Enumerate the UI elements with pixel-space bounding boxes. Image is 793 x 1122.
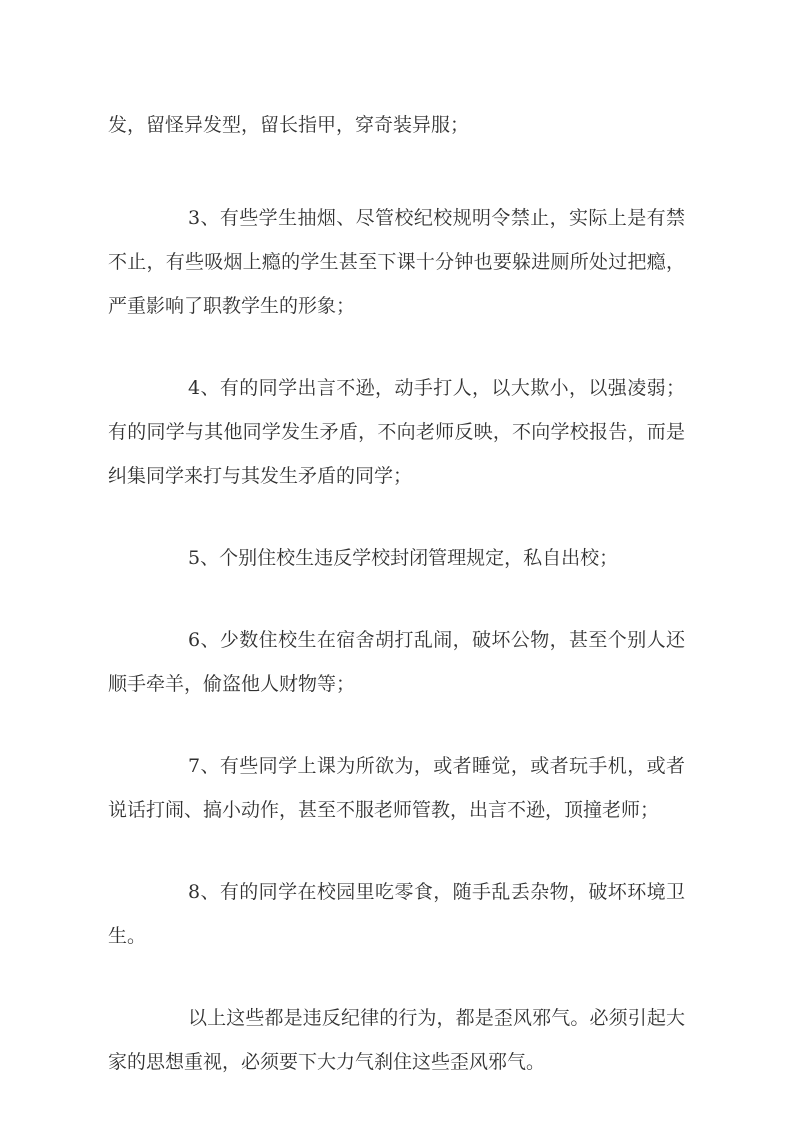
- paragraph-item-7: 7、有些同学上课为所欲为，或者睡觉，或者玩手机，或者说话打闹、搞小动作，甚至不服老师管教，出言不逊，顶撞老师；: [108, 755, 685, 821]
- paragraph-item-4: 4、有的同学出言不逊，动手打人，以大欺小，以强凌弱；有的同学与其他同学发生矛盾，不向老师反映，不向学校报告，而是纠集同学来打与其发生矛盾的同学；: [108, 377, 685, 487]
- paragraph-continuation: 发，留怪异发型，留长指甲，穿奇装异服；: [108, 114, 470, 136]
- paragraph-item-3: 3、有些学生抽烟、尽管校纪校规明令禁止，实际上是有禁不止，有些吸烟上瘾的学生甚至下课十分钟也要躲进厕所处过把瘾，严重影响了职教学生的形象；: [108, 207, 685, 317]
- paragraph-item-6: 6、少数住校生在宿舍胡打乱闹，破坏公物，甚至个别人还顺手牵羊，偷盗他人财物等；: [108, 629, 685, 695]
- paragraph-conclusion: 以上这些都是违反纪律的行为，都是歪风邪气。必须引起大家的思想重视，必须要下大力气刹住这些歪风邪气。: [108, 1007, 685, 1073]
- paragraph-item-5: 5、个别住校生违反学校封闭管理规定，私自出校；: [188, 547, 619, 569]
- paragraph-item-8: 8、有的同学在校园里吃零食，随手乱丢杂物，破坏环境卫生。: [108, 881, 685, 947]
